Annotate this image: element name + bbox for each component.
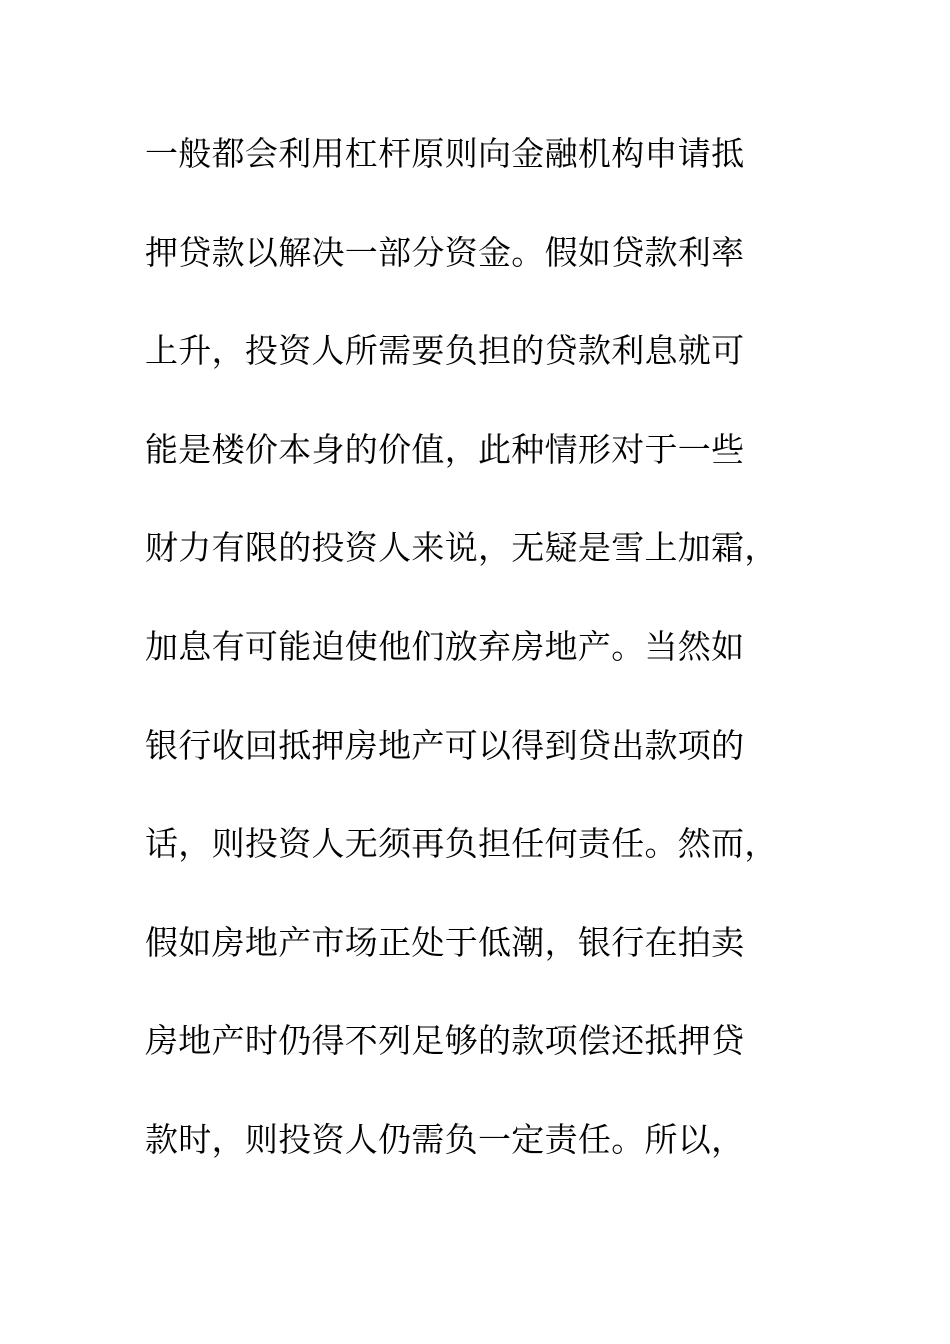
text-line: 房地产时仍得不列足够的款项偿还抵押贷 xyxy=(145,1021,745,1061)
text-line: 上升，投资人所需要负担的贷款利息就可 xyxy=(145,331,745,371)
text-line: 押贷款以解决一部分资金。假如贷款利率 xyxy=(145,232,745,272)
text-line: 财力有限的投资人来说，无疑是雪上加霜， xyxy=(145,528,778,568)
body-paragraph xyxy=(145,124,825,1209)
text-line: 加息有可能迫使他们放弃房地产。当然如 xyxy=(145,626,745,666)
text-line: 假如房地产市场正处于低潮，银行在拍卖 xyxy=(145,922,745,962)
text-line: 一般都会利用杠杆原则向金融机构申请抵 xyxy=(145,134,745,173)
text-line: 能是楼价本身的价值，此种情形对于一些 xyxy=(145,429,745,469)
text-line: 话，则投资人无须再负担任何责任。然而， xyxy=(145,824,778,864)
text-line: 款时，则投资人仍需负一定责任。所以， xyxy=(145,1119,745,1159)
text-line: 银行收回抵押房地产可以得到贷出款项的 xyxy=(145,725,745,765)
